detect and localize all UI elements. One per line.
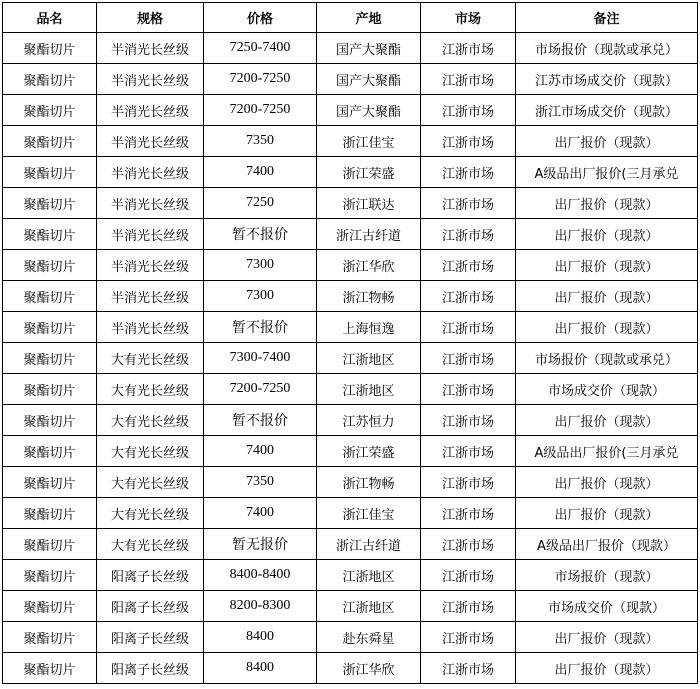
cell-price: 8400-8400 (204, 560, 317, 591)
cell-market: 江浙市场 (421, 312, 516, 343)
cell-origin: 江浙地区 (317, 343, 421, 374)
table-row (3, 33, 698, 64)
cell-product: 聚酯切片 (3, 250, 97, 281)
cell-origin: 浙江荣盛 (317, 436, 421, 467)
cell-market: 江浙市场 (421, 95, 516, 126)
cell-note: 市场成交价（现款） (516, 591, 698, 622)
cell-origin: 浙江佳宝 (317, 126, 421, 157)
table-row (3, 343, 698, 374)
cell-spec: 半消光长丝级 (97, 219, 204, 250)
table-row (3, 188, 698, 219)
cell-price: 8200-8300 (204, 591, 317, 622)
table-row (3, 591, 698, 622)
cell-note: 出厂报价（现款） (516, 312, 698, 343)
cell-market: 江浙市场 (421, 33, 516, 64)
cell-spec: 大有光长丝级 (97, 498, 204, 529)
cell-price: 7350 (204, 467, 317, 498)
cell-market: 江浙市场 (421, 188, 516, 219)
table-row (3, 653, 698, 684)
table-row (3, 312, 698, 343)
cell-product: 聚酯切片 (3, 529, 97, 560)
cell-spec: 阳离子长丝级 (97, 591, 204, 622)
cell-price: 7300 (204, 281, 317, 312)
cell-price: 暂不报价 (204, 312, 317, 343)
cell-product: 聚酯切片 (3, 312, 97, 343)
cell-market: 江浙市场 (421, 653, 516, 684)
cell-origin: 浙江佳宝 (317, 498, 421, 529)
cell-origin: 浙江物畅 (317, 281, 421, 312)
cell-price: 7300 (204, 250, 317, 281)
cell-product: 聚酯切片 (3, 126, 97, 157)
cell-spec: 大有光长丝级 (97, 467, 204, 498)
cell-price: 7300-7400 (204, 343, 317, 374)
cell-note: 市场报价（现款） (516, 560, 698, 591)
cell-note: 出厂报价（现款） (516, 405, 698, 436)
cell-market: 江浙市场 (421, 405, 516, 436)
cell-origin: 浙江荣盛 (317, 157, 421, 188)
cell-price: 8400 (204, 653, 317, 684)
cell-price: 暂不报价 (204, 405, 317, 436)
cell-note: 市场报价（现款或承兑） (516, 343, 698, 374)
cell-spec: 半消光长丝级 (97, 250, 204, 281)
cell-spec: 半消光长丝级 (97, 95, 204, 126)
cell-product: 聚酯切片 (3, 95, 97, 126)
cell-spec: 大有光长丝级 (97, 436, 204, 467)
cell-market: 江浙市场 (421, 498, 516, 529)
cell-market: 江浙市场 (421, 343, 516, 374)
cell-spec: 阳离子长丝级 (97, 622, 204, 653)
cell-origin: 浙江物畅 (317, 467, 421, 498)
cell-origin: 国产大聚酯 (317, 33, 421, 64)
table-row (3, 560, 698, 591)
cell-spec: 半消光长丝级 (97, 188, 204, 219)
table-row (3, 126, 698, 157)
table-row (3, 281, 698, 312)
cell-product: 聚酯切片 (3, 33, 97, 64)
header-product: 品名 (3, 3, 97, 33)
cell-note: 出厂报价（现款） (516, 498, 698, 529)
table-body (3, 33, 698, 684)
cell-note: 市场报价（现款或承兑） (516, 33, 698, 64)
cell-product: 聚酯切片 (3, 219, 97, 250)
cell-product: 聚酯切片 (3, 188, 97, 219)
cell-note: 出厂报价（现款） (516, 126, 698, 157)
cell-note: A级品出厂报价(三月承兑 (516, 436, 698, 467)
table-row (3, 374, 698, 405)
cell-origin: 上海恒逸 (317, 312, 421, 343)
cell-market: 江浙市场 (421, 467, 516, 498)
cell-price: 7200-7250 (204, 374, 317, 405)
table-row (3, 219, 698, 250)
cell-price: 7200-7250 (204, 64, 317, 95)
cell-spec: 大有光长丝级 (97, 374, 204, 405)
cell-origin: 江苏恒力 (317, 405, 421, 436)
cell-spec: 大有光长丝级 (97, 529, 204, 560)
cell-origin: 浙江联达 (317, 188, 421, 219)
cell-market: 江浙市场 (421, 219, 516, 250)
cell-origin: 赴东舜星 (317, 622, 421, 653)
cell-spec: 半消光长丝级 (97, 281, 204, 312)
cell-product: 聚酯切片 (3, 157, 97, 188)
cell-note: 江苏市场成交价（现款） (516, 64, 698, 95)
cell-spec: 大有光长丝级 (97, 405, 204, 436)
cell-spec: 阳离子长丝级 (97, 560, 204, 591)
cell-market: 江浙市场 (421, 560, 516, 591)
cell-spec: 半消光长丝级 (97, 126, 204, 157)
cell-origin: 浙江华欣 (317, 653, 421, 684)
cell-market: 江浙市场 (421, 529, 516, 560)
cell-product: 聚酯切片 (3, 374, 97, 405)
table-row (3, 250, 698, 281)
cell-product: 聚酯切片 (3, 405, 97, 436)
cell-spec: 阳离子长丝级 (97, 653, 204, 684)
cell-origin: 江浙地区 (317, 374, 421, 405)
cell-product: 聚酯切片 (3, 498, 97, 529)
cell-spec: 半消光长丝级 (97, 33, 204, 64)
cell-market: 江浙市场 (421, 281, 516, 312)
cell-origin: 浙江华欣 (317, 250, 421, 281)
cell-product: 聚酯切片 (3, 467, 97, 498)
cell-market: 江浙市场 (421, 250, 516, 281)
cell-market: 江浙市场 (421, 436, 516, 467)
cell-product: 聚酯切片 (3, 653, 97, 684)
header-row (3, 3, 698, 33)
cell-product: 聚酯切片 (3, 281, 97, 312)
table-row (3, 95, 698, 126)
cell-origin: 浙江古纤道 (317, 219, 421, 250)
cell-origin: 江浙地区 (317, 560, 421, 591)
cell-note: 出厂报价（现款） (516, 281, 698, 312)
cell-price: 7400 (204, 498, 317, 529)
cell-spec: 大有光长丝级 (97, 343, 204, 374)
cell-note: 市场成交价（现款） (516, 374, 698, 405)
table-row (3, 622, 698, 653)
cell-note: 出厂报价（现款） (516, 250, 698, 281)
header-note: 备注 (516, 3, 698, 33)
cell-price: 7250-7400 (204, 33, 317, 64)
table-row (3, 436, 698, 467)
cell-note: 出厂报价（现款） (516, 219, 698, 250)
cell-origin: 江浙地区 (317, 591, 421, 622)
cell-note: 浙江市场成交价（现款） (516, 95, 698, 126)
cell-spec: 半消光长丝级 (97, 157, 204, 188)
cell-origin: 国产大聚酯 (317, 64, 421, 95)
cell-price: 8400 (204, 622, 317, 653)
cell-market: 江浙市场 (421, 64, 516, 95)
cell-price: 7250 (204, 188, 317, 219)
cell-price: 暂不报价 (204, 219, 317, 250)
cell-spec: 半消光长丝级 (97, 64, 204, 95)
cell-note: 出厂报价（现款） (516, 622, 698, 653)
cell-market: 江浙市场 (421, 591, 516, 622)
table-row (3, 529, 698, 560)
cell-market: 江浙市场 (421, 374, 516, 405)
cell-origin: 国产大聚酯 (317, 95, 421, 126)
cell-price: 7200-7250 (204, 95, 317, 126)
cell-market: 江浙市场 (421, 622, 516, 653)
cell-spec: 半消光长丝级 (97, 312, 204, 343)
cell-product: 聚酯切片 (3, 560, 97, 591)
cell-product: 聚酯切片 (3, 436, 97, 467)
table-row (3, 64, 698, 95)
cell-price: 7400 (204, 157, 317, 188)
header-market: 市场 (421, 3, 516, 33)
header-origin: 产地 (317, 3, 421, 33)
table-row (3, 157, 698, 188)
price-table (2, 2, 698, 684)
cell-product: 聚酯切片 (3, 591, 97, 622)
cell-note: A级品出厂报价(三月承兑 (516, 157, 698, 188)
cell-price: 暂无报价 (204, 529, 317, 560)
table-row (3, 467, 698, 498)
cell-product: 聚酯切片 (3, 622, 97, 653)
cell-market: 江浙市场 (421, 126, 516, 157)
cell-product: 聚酯切片 (3, 64, 97, 95)
cell-market: 江浙市场 (421, 157, 516, 188)
cell-product: 聚酯切片 (3, 343, 97, 374)
cell-note: 出厂报价（现款） (516, 188, 698, 219)
cell-price: 7350 (204, 126, 317, 157)
cell-origin: 浙江古纤道 (317, 529, 421, 560)
cell-note: A级品出厂报价（现款） (516, 529, 698, 560)
table-row (3, 498, 698, 529)
cell-note: 出厂报价（现款） (516, 653, 698, 684)
cell-price: 7400 (204, 436, 317, 467)
header-spec: 规格 (97, 3, 204, 33)
cell-note: 出厂报价（现款） (516, 467, 698, 498)
table-row (3, 405, 698, 436)
header-price: 价格 (204, 3, 317, 33)
